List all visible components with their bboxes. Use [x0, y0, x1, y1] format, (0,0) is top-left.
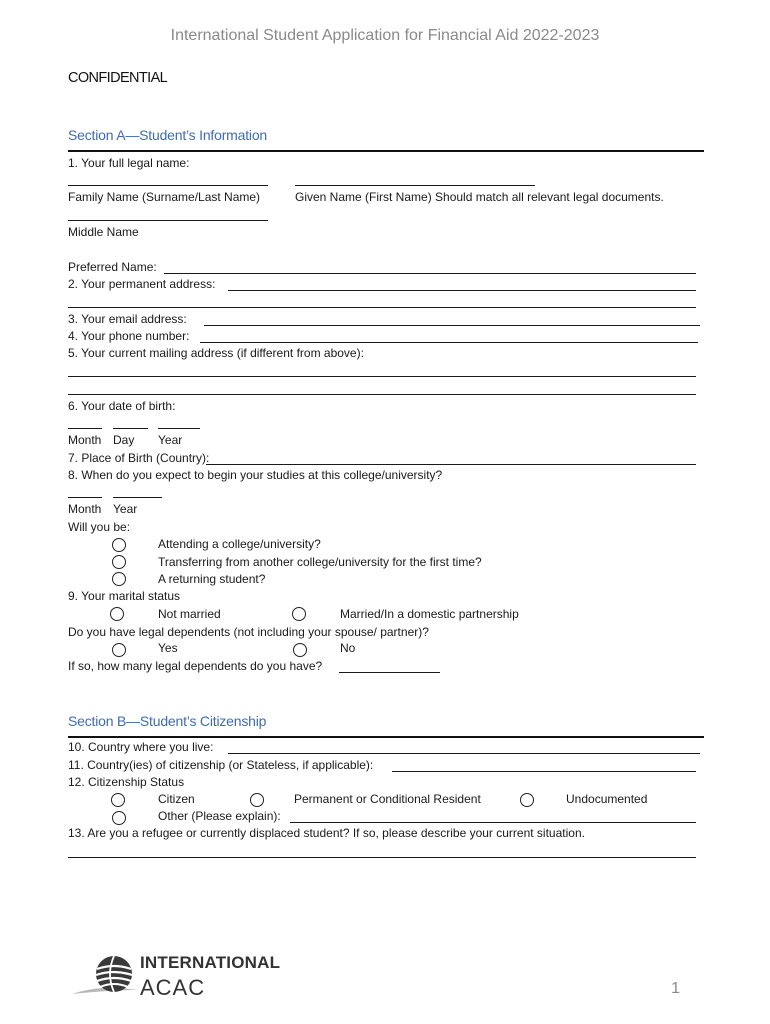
- other-radio[interactable]: [112, 811, 126, 825]
- dependents-no-label: No: [340, 641, 356, 655]
- other-explain-field[interactable]: [290, 822, 696, 823]
- q12-label: 12. Citizenship Status: [68, 775, 185, 789]
- document-header: International Student Application for Financial Aid 2022-2023: [170, 27, 600, 44]
- start-year-field[interactable]: [113, 497, 162, 498]
- q6-label: 6. Your date of birth:: [68, 399, 176, 413]
- returning-radio[interactable]: [112, 572, 126, 586]
- q3-label: 3. Your email address:: [68, 312, 187, 326]
- phone-field[interactable]: [200, 342, 698, 343]
- section-b-title: Section B—Student’s Citizenship: [68, 713, 267, 729]
- logo-line-2: ACAC: [140, 975, 206, 1000]
- family-name-field[interactable]: [68, 185, 268, 186]
- preferred-name-label: Preferred Name:: [68, 260, 157, 274]
- dob-month-label: Month: [68, 433, 102, 447]
- dependents-yes-radio[interactable]: [112, 643, 126, 657]
- mailing-address-field-2[interactable]: [68, 394, 696, 395]
- married-radio[interactable]: [292, 607, 306, 621]
- middle-name-field[interactable]: [68, 220, 268, 221]
- start-month-field[interactable]: [68, 497, 102, 498]
- place-of-birth-field[interactable]: [206, 464, 696, 465]
- q4-label: 4. Your phone number:: [68, 329, 190, 343]
- married-label: Married/In a domestic partnership: [340, 607, 519, 621]
- section-a-rule: [68, 150, 704, 152]
- given-name-field[interactable]: [295, 185, 535, 186]
- dob-year-field[interactable]: [158, 428, 200, 429]
- logo-line-1: INTERNATIONAL: [140, 953, 281, 972]
- dependents-count-field[interactable]: [339, 672, 440, 673]
- dependents-yes-label: Yes: [158, 641, 178, 655]
- q13-label: 13. Are you a refugee or currently displaced student? If so, please describe your current situation.: [68, 826, 585, 840]
- citizen-radio[interactable]: [111, 793, 125, 807]
- attending-radio[interactable]: [112, 538, 126, 552]
- returning-label: A returning student?: [158, 572, 266, 586]
- dependents-question: Do you have legal dependents (not including your spouse/ partner)?: [68, 625, 429, 639]
- page-number: 1: [671, 980, 680, 997]
- dob-year-label: Year: [158, 433, 183, 447]
- permanent-address-field-2[interactable]: [68, 307, 696, 308]
- mailing-address-field[interactable]: [68, 376, 696, 377]
- preferred-name-field[interactable]: [164, 273, 696, 274]
- section-b-rule: [68, 736, 704, 738]
- not-married-radio[interactable]: [110, 607, 124, 621]
- dependents-count-label: If so, how many legal dependents do you have?: [68, 659, 323, 673]
- q7-label: 7. Place of Birth (Country):: [68, 451, 210, 465]
- citizenship-field[interactable]: [392, 771, 696, 772]
- section-a-title: Section A—Student’s Information: [68, 127, 267, 143]
- dob-month-field[interactable]: [68, 428, 102, 429]
- permanent-resident-radio[interactable]: [250, 793, 264, 807]
- q9-label: 9. Your marital status: [68, 589, 181, 603]
- not-married-label: Not married: [158, 607, 221, 621]
- attending-label: Attending a college/university?: [158, 537, 321, 551]
- permanent-address-field[interactable]: [228, 290, 696, 291]
- q11-label: 11. Country(ies) of citizenship (or Stateless, if applicable):: [68, 758, 374, 772]
- refugee-description-field[interactable]: [68, 857, 696, 858]
- email-field[interactable]: [204, 325, 700, 326]
- dob-day-label: Day: [113, 433, 135, 447]
- will-you-be-label: Will you be:: [68, 520, 131, 534]
- dob-day-field[interactable]: [113, 428, 148, 429]
- transferring-radio[interactable]: [112, 555, 126, 569]
- family-name-label: Family Name (Surname/Last Name): [68, 190, 261, 204]
- q2-label: 2. Your permanent address:: [68, 277, 216, 291]
- given-name-label: Given Name (First Name) Should match all relevant legal documents.: [295, 190, 664, 204]
- confidential-label: CONFIDENTIAL: [68, 70, 168, 86]
- undocumented-label: Undocumented: [566, 792, 648, 806]
- globe-logo-icon: [70, 950, 140, 1000]
- start-month-label: Month: [68, 502, 102, 516]
- other-label: Other (Please explain):: [158, 809, 281, 823]
- country-live-field[interactable]: [228, 753, 700, 754]
- dependents-no-radio[interactable]: [293, 643, 307, 657]
- transferring-label: Transferring from another college/university for the first time?: [158, 555, 482, 569]
- undocumented-radio[interactable]: [520, 793, 534, 807]
- q1-label: 1. Your full legal name:: [68, 156, 190, 170]
- q8-label: 8. When do you expect to begin your studies at this college/university?: [68, 468, 443, 482]
- start-year-label: Year: [113, 502, 138, 516]
- citizen-label: Citizen: [158, 792, 195, 806]
- q10-label: 10. Country where you live:: [68, 740, 214, 754]
- permanent-resident-label: Permanent or Conditional Resident: [294, 792, 481, 806]
- q5-label: 5. Your current mailing address (if different from above):: [68, 346, 364, 360]
- middle-name-label: Middle Name: [68, 225, 139, 239]
